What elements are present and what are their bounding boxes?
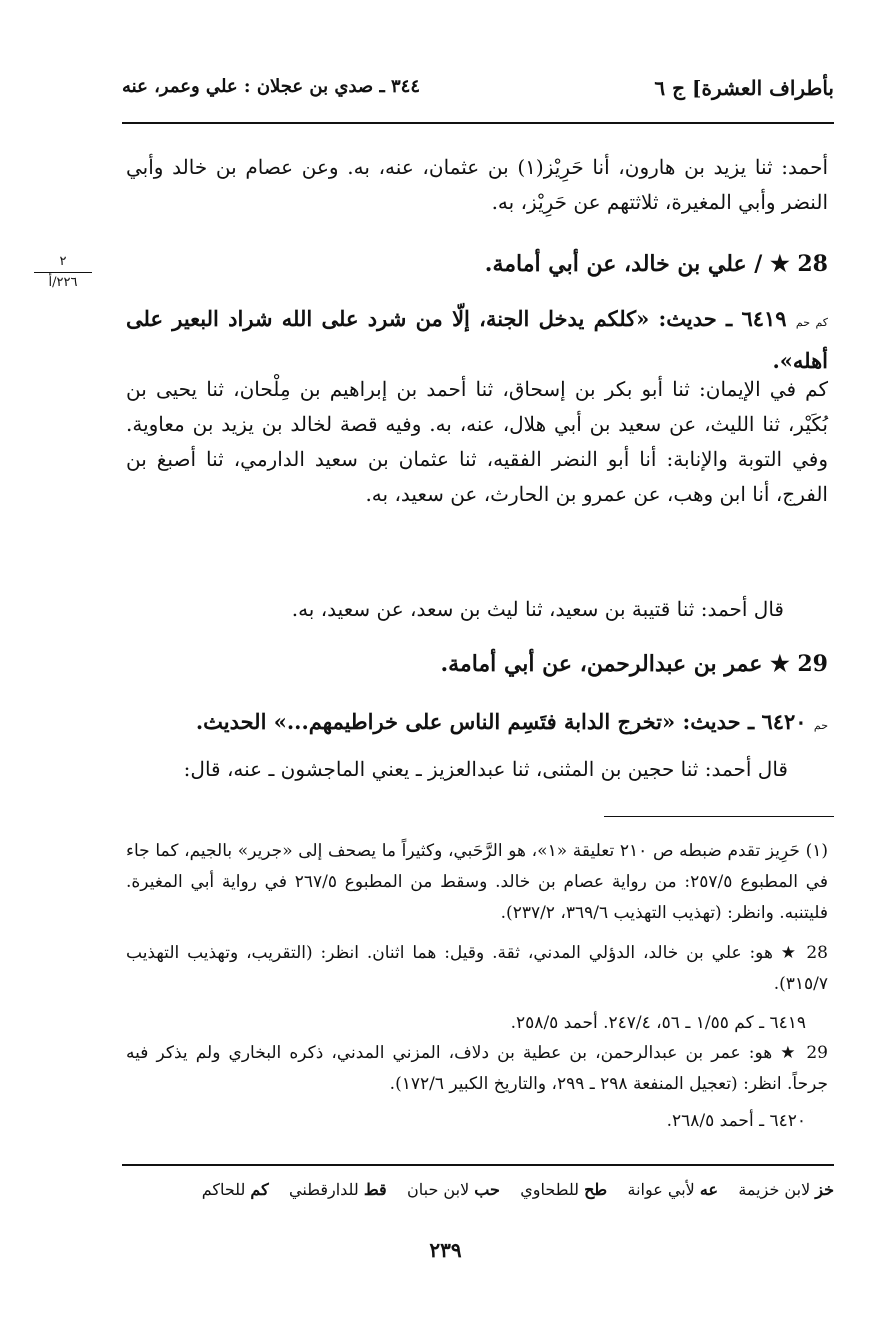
abbr-item: حب لابن حبان — [407, 1180, 500, 1199]
footnote-1: (١) حَرِيز تقدم ضبطه ص ٢١٠ تعليقة «١»، هو الرَّحَبي، وكثيراً ما يصحف إلى «جرير» بالجيم، كما جاء في المطبوع ٢٥٧/٥: من رواية عصام بن خالد. وسقط من المطبوع ٢٦٧/٥ في رواية أبي المغيرة. فليتنبه. وانظر: (تهذيب التهذيب ٣٦٩/٦، ٢٣٧/٢). — [126, 841, 829, 923]
hadith-6420-source-mark: حم — [813, 719, 828, 732]
running-header — [122, 72, 834, 108]
header-rule — [122, 122, 834, 124]
footnote-28: 28 ★ هو: علي بن خالد، الدؤلي المدني، ثقة. وقيل: هما اثنان. انظر: (التقريب، وتهذيب التهذيب ٣١٥/٧). — [126, 943, 828, 994]
margin-ref-bottom: ٢٢٦/أ — [48, 275, 78, 290]
footnote-6420: ٦٤٢٠ ـ أحمد ٢٦٨/٥. — [666, 1111, 806, 1131]
hadith-6420 — [126, 704, 828, 743]
abbr-item: طح للطحاوي — [520, 1180, 608, 1199]
page-number: ٢٣٩ — [429, 1238, 462, 1262]
paragraph-hakim: كم في الإيمان: ثنا أبو بكر بن إسحاق، ثنا أحمد بن إبراهيم بن مِلْحان، ثنا يحيى بن بُكَيْر، ثنا الليث، عن سعيد بن أبي هلال، عنه، به. وفيه قصة لخالد بن يزيد بن معاوية. وفي التوبة والإنابة: أنا أبو النضر الفقيه، ثنا عثمان بن سعيد الدارمي، ثنا أصبغ بن الفرج، أنا ابن وهب، عن عمرو بن الحارث، عن سعيد، به. — [126, 377, 828, 506]
margin-ref-top: ٢ — [59, 254, 67, 269]
abbr-item: خز لابن خزيمة — [738, 1180, 834, 1199]
hadith-6420-text: ٦٤٢٠ ـ حديث: «تخرج الدابة فتَسِم الناس على خراطيمهم...» الحديث. — [195, 709, 807, 734]
abbreviations-rule — [122, 1164, 834, 1166]
abbr-item: قط للدارقطني — [289, 1180, 387, 1199]
footnote-6419: ٦٤١٩ ـ كم ١/٥٥ ـ ٥٦، ٢٤٧/٤. أحمد ٢٥٨/٥. — [510, 1013, 806, 1033]
abbreviations-key — [122, 1180, 834, 1199]
abbr-item: كم للحاكم — [201, 1180, 269, 1199]
paragraph-ahmad-3: قال أحمد: ثنا حجين بن المثنى، ثنا عبدالعزيز ـ يعني الماجشون ـ عنه، قال: — [183, 757, 788, 781]
heading-entry-28: 28 ★ / علي بن خالد، عن أبي أمامة. — [484, 251, 828, 277]
header-chapter-title: ٣٤٤ ـ صدي بن عجلان : علي وعمر، عنه — [122, 76, 421, 97]
hadith-6419-source-mark: كم حم — [795, 316, 829, 329]
hadith-6419 — [126, 300, 828, 380]
abbr-item: عه لأبي عوانة — [627, 1180, 718, 1199]
paragraph-ahmad-2: قال أحمد: ثنا قتيبة بن سعيد، ثنا ليث بن سعد، عن سعيد، به. — [291, 597, 784, 621]
footnote-29: 29 ★ هو: عمر بن عبدالرحمن، بن عطية بن دلاف، المزني المدني، ذكره البخاري ولم يذكر فيه جرحاً. انظر: (تعجيل المنفعة ٢٩٨ ـ ٢٩٩، والتاريخ الكبير ١٧٢/٦). — [126, 1043, 828, 1094]
header-book-title: بأطراف العشرة] ج ٦ — [654, 76, 834, 100]
hadith-6419-text: ٦٤١٩ ـ حديث: «كلكم يدخل الجنة، إلّا من شرد على الله شراد البعير على أهله». — [126, 306, 828, 373]
margin-manuscript-ref — [26, 254, 100, 291]
paragraph-ahmad-1: أحمد: ثنا يزيد بن هارون، أنا حَرِيْز(١) بن عثمان، عنه، به. وعن عصام بن خالد وأبي النضر وأبي المغيرة، ثلاثتهم عن حَرِيْز، به. — [126, 155, 829, 214]
heading-entry-29: 29 ★ عمر بن عبدالرحمن، عن أبي أمامة. — [440, 651, 828, 677]
margin-ref-divider — [34, 272, 92, 273]
footnote-separator — [604, 816, 834, 817]
